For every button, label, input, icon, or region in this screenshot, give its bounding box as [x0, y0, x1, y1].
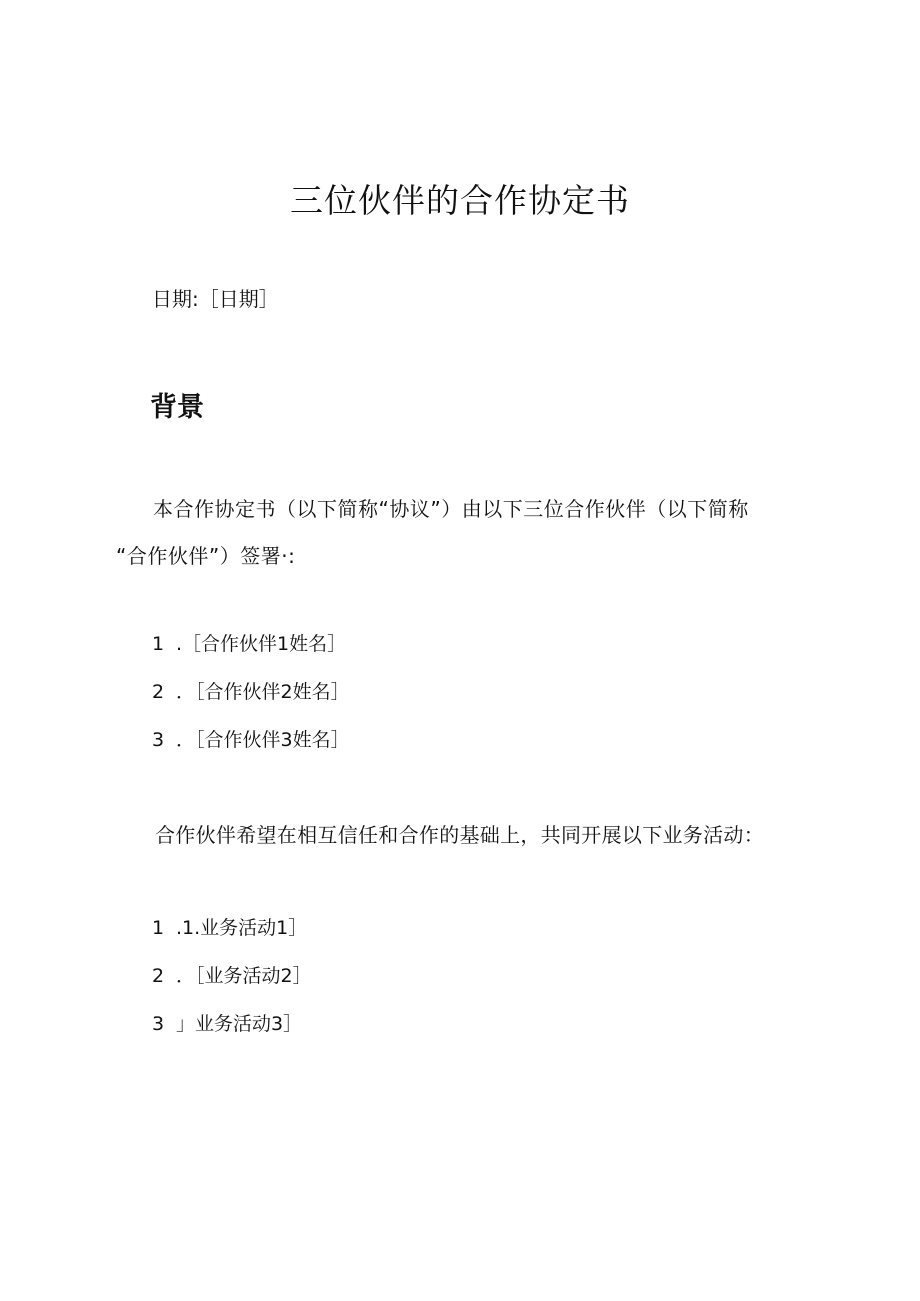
document-title: 三位伙伴的合作协定书: [290, 181, 630, 220]
section-heading-background: 背景: [150, 392, 204, 423]
list-item-partner-1: [152, 620, 350, 668]
list-item-text: ．［合作伙伴2姓名］: [176, 681, 350, 703]
list-item-text: 」业务活动3］: [176, 1013, 303, 1035]
partners-list: [152, 620, 350, 764]
list-item-activity-2: [152, 952, 312, 1000]
list-item-partner-3: [152, 716, 350, 764]
list-item-activity-1: [152, 904, 312, 952]
list-item-text: ．［业务活动2］: [176, 965, 312, 987]
goal-sentence: 合作伙伴希望在相互信任和合作的基础上，共同开展以下业务活动：: [155, 823, 764, 847]
list-item-text: ．［合作伙伴3姓名］: [176, 729, 350, 751]
list-marker: 1: [152, 633, 165, 655]
list-marker: 2: [152, 965, 165, 987]
list-marker: 2: [152, 681, 165, 703]
list-item-text: .［合作伙伴1姓名］: [176, 633, 347, 655]
list-marker: 1: [152, 917, 165, 939]
activities-list: [152, 904, 312, 1048]
list-marker: 3: [152, 1013, 165, 1035]
list-marker: 3: [152, 729, 165, 751]
intro-paragraph: [116, 484, 816, 581]
list-item-activity-3: [152, 1000, 312, 1048]
intro-paragraph-line-1: 本合作协定书（以下简称“协议”）由以下三位合作伙伴（以下简称: [153, 497, 749, 521]
date-line: 日期:［日期］: [152, 287, 279, 311]
list-item-partner-2: [152, 668, 350, 716]
list-item-text: .1.业务活动1］: [176, 917, 308, 939]
intro-paragraph-line-2: “合作伙伴”）签署·:: [116, 544, 296, 568]
